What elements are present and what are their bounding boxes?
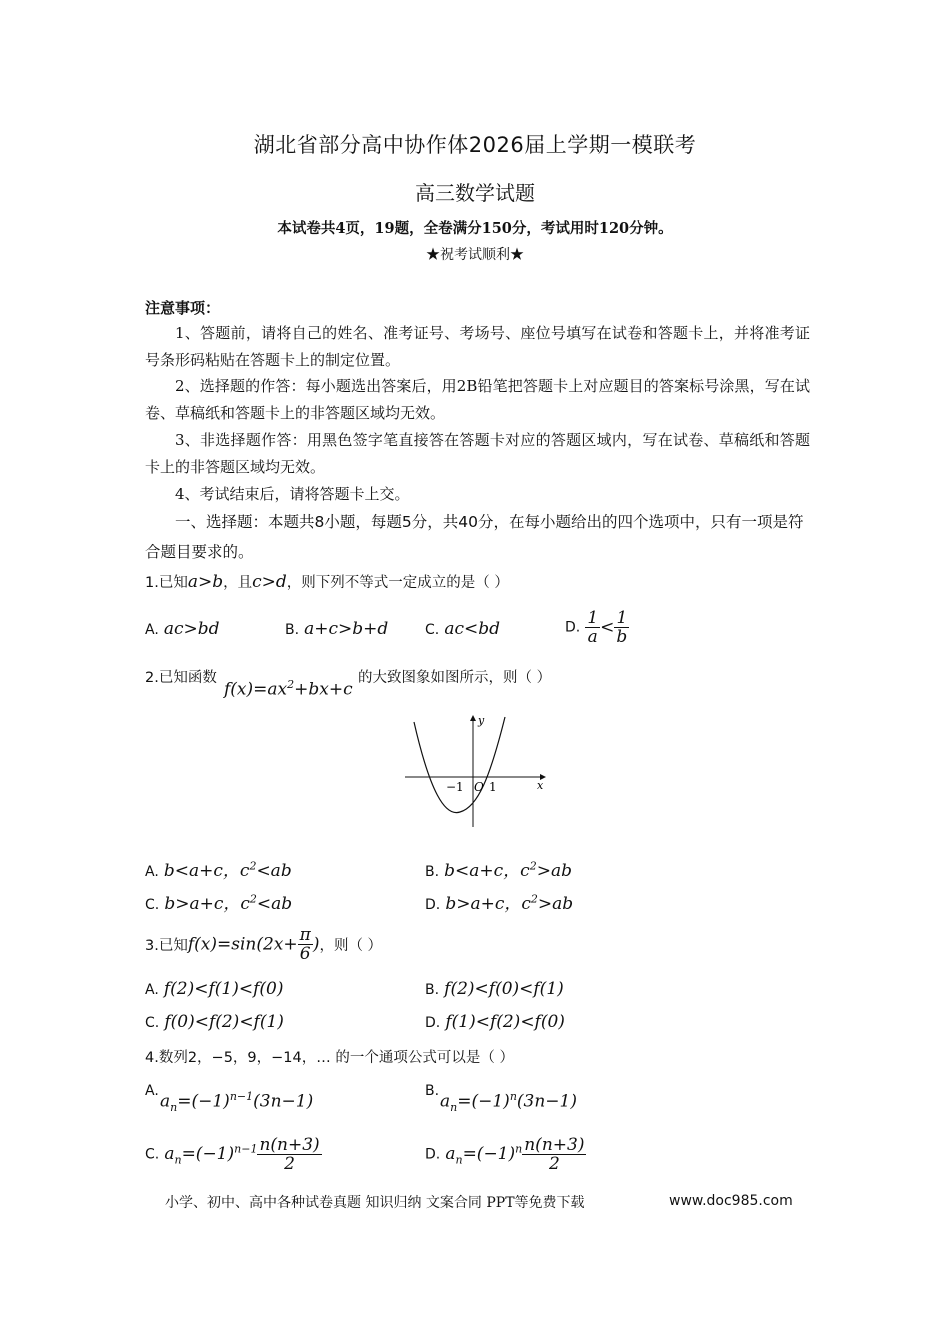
option-expr-rest: >ab — [536, 861, 572, 881]
option-exponent: 2 — [249, 859, 257, 873]
option-expr: f(2)<f(1)<f(0) — [163, 979, 284, 999]
note-item: 4、考试结束后，请将答题卡上交。 — [175, 485, 410, 503]
question-3 — [145, 926, 382, 963]
option-expr-main: b<a+c，c — [163, 861, 250, 881]
fraction-denominator: 6 — [299, 944, 311, 964]
q2-func-exponent: 2 — [287, 678, 295, 691]
option-expr-main: b<a+c，c — [444, 861, 530, 881]
q3-option-a — [145, 979, 283, 999]
option-rest: (3n−1) — [253, 1091, 314, 1112]
option-expr-rest: <ab — [256, 894, 293, 914]
option-expr — [164, 1142, 258, 1167]
fraction — [585, 609, 600, 646]
option-letter: A. — [145, 864, 159, 880]
option-expr: f(2)<f(0)<f(1) — [444, 979, 564, 999]
option-expr: ac<bd — [444, 619, 500, 639]
option-expr — [445, 1142, 523, 1167]
q3-option-b — [425, 979, 564, 999]
option-expr — [445, 894, 573, 914]
option-subscript: n — [170, 1101, 178, 1115]
option-lhs: a — [164, 1144, 175, 1165]
q1-suffix: ，则下列不等式一定成立的是（ ） — [286, 575, 509, 591]
option-subscript: n — [174, 1153, 182, 1167]
question-4: 4.数列2，−5，9，−14，… 的一个通项公式可以是（ ） — [145, 1050, 514, 1066]
q1-option-b — [285, 619, 388, 639]
q2-func-main: f(x)=ax — [224, 679, 288, 700]
fraction — [522, 1136, 586, 1173]
option-expr: a+c>b+d — [304, 619, 389, 639]
option-subscript: n — [455, 1153, 463, 1167]
option-exponent: n−1 — [234, 1142, 258, 1156]
option-letter: C. — [145, 897, 160, 913]
option-letter: B. — [425, 864, 440, 880]
question-1 — [145, 571, 509, 592]
notes-heading: 注意事项： — [145, 299, 221, 317]
y-axis-label: y — [478, 714, 485, 727]
option-letter: A. — [145, 622, 159, 638]
option-exponent: 2 — [249, 892, 257, 906]
note-item: 3、非选择题作答：用黑色签字笔直接答在答题卡对应的答题区域内，写在试卷、草稿纸和答题卡上的非答题区域均无效。 — [145, 431, 810, 476]
parabola-graph — [400, 712, 560, 832]
tick-neg-label: −1 — [446, 780, 464, 794]
option-expr — [164, 894, 292, 914]
q1-option-c — [425, 619, 500, 639]
option-exponent: n — [509, 1090, 517, 1103]
option-base: =(−1) — [457, 1091, 510, 1112]
option-letter: C. — [145, 1146, 160, 1163]
fraction-numerator: n(n+3) — [259, 1135, 320, 1155]
option-base: =(−1) — [181, 1144, 235, 1165]
option-letter: D. — [425, 1015, 441, 1031]
fraction — [298, 926, 313, 963]
option-expr-main: b>a+c，c — [445, 894, 531, 914]
option-base: =(−1) — [462, 1144, 516, 1165]
option-exponent: n−1 — [229, 1090, 254, 1103]
note-item: 1、答题前，请将自己的姓名、准考证号、考场号、座位号填写在试卷和答题卡上，并将准考证号条形码粘贴在答题卡上的制定位置。 — [145, 324, 810, 369]
q3-func-right: ) — [312, 934, 320, 955]
q3-option-c — [145, 1012, 284, 1032]
q3-func-left: f(x)=sin(2x+ — [187, 934, 298, 955]
exam-info: 本试卷共4页，19题，全卷满分150分，考试用时120分钟。 — [277, 220, 673, 237]
option-letter: B. — [285, 622, 300, 638]
q2-option-a — [145, 856, 292, 881]
q2-option-b — [425, 856, 572, 881]
option-exponent: 2 — [530, 892, 538, 906]
option-expr-rest: >ab — [537, 894, 574, 914]
q2-prefix: 2.已知函数 — [145, 670, 217, 686]
option-letter: A. — [145, 1083, 159, 1099]
q2-function — [224, 678, 353, 700]
option-letter: B. — [425, 1083, 440, 1099]
q1-mid: ，且 — [223, 575, 253, 591]
option-expr — [164, 861, 292, 881]
option-letter: C. — [145, 1015, 160, 1031]
q2-option-d — [425, 889, 573, 914]
q1-cond1: a>b — [187, 572, 224, 592]
option-letter: B. — [425, 982, 440, 998]
tick-pos-label: 1 — [489, 780, 497, 794]
fraction — [614, 609, 629, 646]
q2-func-rest: +bx+c — [294, 679, 353, 700]
parabola-curve — [414, 717, 505, 813]
q2-suffix: 的大致图象如图所示，则（ ） — [358, 670, 552, 686]
q1-option-a — [145, 619, 220, 639]
exam-wish: ★祝考试顺利★ — [426, 247, 524, 263]
option-expr — [444, 861, 572, 881]
option-exponent: n — [515, 1142, 523, 1156]
origin-label: O — [474, 780, 484, 794]
option-letter: D. — [425, 1146, 441, 1163]
option-exponent: 2 — [529, 859, 537, 873]
option-rest: (3n−1) — [516, 1091, 577, 1112]
q1-option-d — [565, 609, 629, 646]
fraction — [257, 1136, 321, 1173]
q3-prefix: 3.已知 — [145, 938, 188, 954]
exam-subtitle: 高三数学试题 — [415, 181, 535, 205]
option-base: =(−1) — [177, 1091, 230, 1112]
exam-title: 湖北省部分高中协作体2026届上学期一模联考 — [253, 133, 697, 157]
q1-cond2: c>d — [252, 572, 287, 592]
footer-text: 小学、初中、高中各种试卷真题 知识归纳 文案合同 PPT等免费下载 — [165, 1195, 585, 1211]
q1-prefix: 1.已知 — [145, 575, 188, 591]
section-heading: 一、选择题：本题共8小题，每题5分，共40分，在每小题给出的四个选项中，只有一项是符合题目要求的。 — [145, 513, 804, 561]
note-item: 2、选择题的作答：每小题选出答案后，用2B铅笔把答题卡上对应题目的答案标号涂黑，写在试卷、草稿纸和答题卡上的非答题区域均无效。 — [145, 377, 810, 422]
fraction-denominator: a — [587, 627, 598, 647]
option-expr-main: b>a+c，c — [164, 894, 250, 914]
fraction-numerator: π — [299, 925, 311, 945]
q4-option-c — [145, 1136, 322, 1173]
option-expr: f(1)<f(2)<f(0) — [445, 1012, 565, 1032]
footer-url[interactable]: www.doc985.com — [669, 1193, 793, 1209]
option-expr: ac>bd — [163, 619, 220, 639]
x-axis-label: x — [537, 779, 544, 792]
option-letter: D. — [565, 619, 581, 636]
q2-option-c — [145, 889, 292, 914]
fraction-numerator: 1 — [616, 608, 628, 628]
option-lhs: a — [160, 1091, 171, 1112]
option-letter: D. — [425, 897, 441, 913]
q4-option-d — [425, 1136, 586, 1173]
fraction-denominator: 2 — [548, 1154, 560, 1174]
option-letter: A. — [145, 982, 159, 998]
q3-option-d — [425, 1012, 565, 1032]
option-operator: < — [600, 617, 615, 638]
option-lhs: a — [445, 1144, 456, 1165]
option-expr-rest: <ab — [256, 861, 292, 881]
q3-suffix: ，则（ ） — [319, 938, 383, 954]
fraction-denominator: b — [616, 627, 628, 647]
option-letter: C. — [425, 622, 440, 638]
fraction-numerator: 1 — [587, 608, 599, 628]
option-lhs: a — [440, 1091, 451, 1112]
q4-option-a — [160, 1090, 313, 1114]
option-subscript: n — [450, 1101, 458, 1115]
fraction-numerator: n(n+3) — [524, 1135, 585, 1155]
q4-option-b — [440, 1090, 577, 1114]
option-expr: f(0)<f(2)<f(1) — [164, 1012, 284, 1032]
fraction-denominator: 2 — [284, 1154, 295, 1174]
